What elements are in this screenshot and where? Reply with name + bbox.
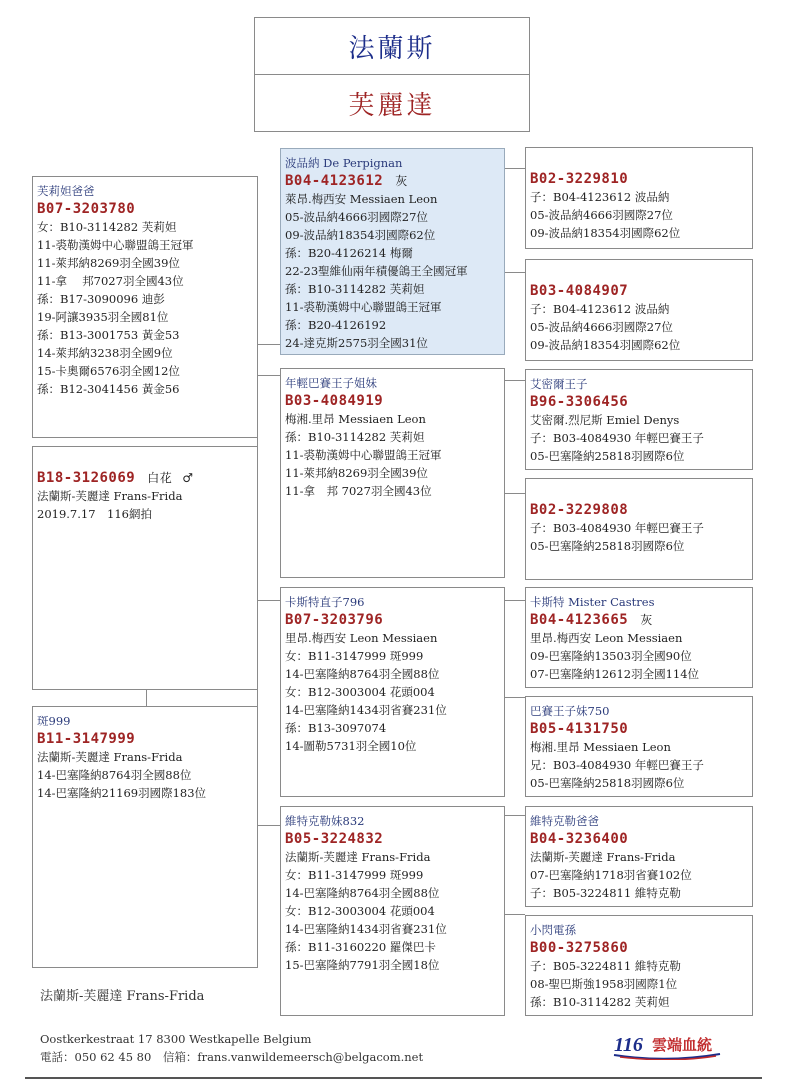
dam-card bbox=[32, 706, 258, 968]
dsd-notes bbox=[530, 738, 752, 792]
note-line: 萊昂.梅西安 Messiaen Leon bbox=[285, 192, 438, 206]
note-line: 11-萊邦納8269羽全國39位 bbox=[37, 256, 180, 270]
note-line: 14-巴塞隆納8764羽全國88位 bbox=[285, 886, 440, 900]
dsd-card bbox=[525, 696, 753, 797]
note-line: 05-波品納4666羽國際27位 bbox=[530, 208, 673, 222]
note-line: 09-波品納18354羽國際62位 bbox=[530, 226, 681, 240]
sds-ring-number: B96-3306456 bbox=[530, 394, 629, 410]
dss-label: 卡斯特 Mister Castres bbox=[530, 595, 655, 609]
ss-label: 波品納 De Perpignan bbox=[285, 156, 403, 170]
ddd-card bbox=[525, 915, 753, 1016]
title-box bbox=[254, 17, 530, 132]
note-line: 里昂.梅西安 Leon Messiaen bbox=[530, 631, 683, 645]
dam-notes bbox=[37, 748, 257, 802]
note-line: 孫：B20-4126192 bbox=[285, 318, 387, 332]
note-line: 梅湘.里昂 Messiaen Leon bbox=[530, 740, 671, 754]
ds-label: 卡斯特直子796 bbox=[285, 595, 365, 609]
sss-ring-number: B02-3229810 bbox=[530, 171, 629, 187]
note-line: 11-裘勒漢姆中心聯盟鴿王冠軍 bbox=[285, 448, 442, 462]
sds-card bbox=[525, 369, 753, 470]
note-line: 孫：B13-3097074 bbox=[285, 721, 387, 735]
note-line: 女：B12-3003004 花頭004 bbox=[285, 685, 435, 699]
ds-ring-number: B07-3203796 bbox=[285, 612, 384, 628]
sdd-notes bbox=[530, 519, 752, 555]
note-line: 11-拿 邦 7027羽全國43位 bbox=[285, 484, 432, 498]
dd-card bbox=[280, 806, 505, 1016]
note-line: 11-裘勒漢姆中心聯盟鴿王冠軍 bbox=[37, 238, 194, 252]
note-line: 子：B03-4084930 年輕巴賽王子 bbox=[530, 431, 704, 445]
note-line: 05-巴塞隆納25818羽國際6位 bbox=[530, 449, 685, 463]
sdd-card bbox=[525, 478, 753, 580]
note-line: 07-巴塞隆納1718羽省賽102位 bbox=[530, 868, 692, 882]
note-line: 梅湘.里昂 Messiaen Leon bbox=[285, 412, 426, 426]
dsd-ring-number: B05-4131750 bbox=[530, 721, 629, 737]
logo-graphic bbox=[612, 1030, 722, 1060]
note-line: 08-聖巴斯強1958羽國際1位 bbox=[530, 977, 678, 991]
connector-line bbox=[257, 825, 280, 826]
note-line: 14-巴塞隆納1434羽省賽231位 bbox=[285, 922, 447, 936]
sds-notes bbox=[530, 411, 752, 465]
connector-line bbox=[505, 272, 525, 273]
note-line: 孫：B12-3041456 黃金56 bbox=[37, 382, 180, 396]
owner-name: 法蘭斯-芙麗達 Frans-Frida bbox=[40, 989, 205, 1004]
ssd-notes bbox=[530, 300, 752, 354]
sd-ring-number: B03-4084919 bbox=[285, 393, 384, 409]
logo-number: 116 bbox=[614, 1034, 643, 1056]
sire-notes bbox=[37, 218, 257, 398]
note-line: 女：B11-3147999 斑999 bbox=[285, 868, 424, 882]
ss-card bbox=[280, 148, 505, 355]
sire-ring-number: B07-3203780 bbox=[37, 201, 136, 217]
note-line: 子：B05-3224811 維特克勒 bbox=[530, 959, 681, 973]
connector-line bbox=[505, 600, 525, 601]
note-line: 05-波品納4666羽國際27位 bbox=[530, 320, 673, 334]
sd-notes bbox=[285, 410, 504, 500]
note-line: 艾密爾.烈尼斯 Emiel Denys bbox=[530, 413, 680, 427]
note-line: 05-巴塞隆納25818羽國際6位 bbox=[530, 539, 685, 553]
sire-label: 芙莉妲爸爸 bbox=[37, 184, 95, 198]
note-line: 05-波品納4666羽國際27位 bbox=[285, 210, 428, 224]
note-line: 法蘭斯-芙麗達 Frans-Frida bbox=[285, 850, 431, 864]
ssd-ring-number: B03-4084907 bbox=[530, 283, 629, 299]
connector-line bbox=[257, 600, 280, 601]
subject-ring-line bbox=[37, 469, 257, 487]
note-line: 09-波品納18354羽國際62位 bbox=[285, 228, 436, 242]
note-line: 11-拿 邦7027羽全國43位 bbox=[37, 274, 184, 288]
connector-line bbox=[505, 168, 525, 169]
subject-color: 白花 bbox=[147, 471, 173, 485]
footer-contact: 電話：050 62 45 80 信箱：frans.vanwildemeersch@belgacom.net bbox=[40, 1050, 424, 1064]
note-line: 11-萊邦納8269羽全國39位 bbox=[285, 466, 428, 480]
note-line: 孫：B20-4126214 梅爾 bbox=[285, 246, 413, 260]
title-line-2: 芙麗達 bbox=[348, 91, 436, 121]
subject-ring-number: B18-3126069 bbox=[37, 470, 136, 486]
note-line: 07-巴塞隆納12612羽全國114位 bbox=[530, 667, 700, 681]
note-line: 19-阿讓3935羽全國81位 bbox=[37, 310, 169, 324]
note-line: 22-23聖維仙兩年積優鴿王全國冠軍 bbox=[285, 264, 468, 278]
sds-label: 艾密爾王子 bbox=[530, 377, 588, 391]
sd-card bbox=[280, 368, 505, 578]
note-line: 女：B11-3147999 斑999 bbox=[285, 649, 424, 663]
ss-notes bbox=[285, 190, 504, 352]
ddd-label: 小閃電孫 bbox=[530, 923, 576, 937]
dds-notes bbox=[530, 848, 752, 902]
logo-text: 雲端血統 bbox=[652, 1036, 713, 1054]
footer-rule bbox=[25, 1077, 762, 1079]
note-line: 孫：B10-3114282 芙莉妲 bbox=[285, 282, 425, 296]
note-line: 法蘭斯-芙麗達 Frans-Frida bbox=[37, 489, 183, 503]
note-line: 女：B12-3003004 花頭004 bbox=[285, 904, 435, 918]
connector-line bbox=[257, 344, 280, 345]
dss-ring-number: B04-4123665 bbox=[530, 612, 629, 628]
note-line: 14-巴塞隆納8764羽全國88位 bbox=[37, 768, 192, 782]
note-line: 14-圖勒5731羽全國10位 bbox=[285, 739, 417, 753]
connector-line bbox=[505, 697, 525, 698]
sss-card bbox=[525, 147, 753, 249]
note-line: 孫：B10-3114282 芙莉妲 bbox=[530, 995, 670, 1009]
ddd-ring-number: B00-3275860 bbox=[530, 940, 629, 956]
connector-line bbox=[146, 690, 147, 706]
ssd-card bbox=[525, 259, 753, 361]
note-line: 09-波品納18354羽國際62位 bbox=[530, 338, 681, 352]
note-line: 15-巴塞隆納7791羽全國18位 bbox=[285, 958, 440, 972]
ds-notes bbox=[285, 629, 504, 755]
dds-ring-number: B04-3236400 bbox=[530, 831, 629, 847]
note-line: 孫：B10-3114282 芙莉妲 bbox=[285, 430, 425, 444]
ss-ring-number: B04-4123612 bbox=[285, 173, 384, 189]
ss-ring-line bbox=[285, 172, 504, 190]
dd-notes bbox=[285, 848, 504, 974]
note-line: 子：B05-3224811 維特克勒 bbox=[530, 886, 681, 900]
logo bbox=[612, 1030, 722, 1060]
dds-card bbox=[525, 806, 753, 907]
footer-address: Oostkerkestraat 17 8300 Westkapelle Belgium bbox=[40, 1032, 312, 1046]
note-line: 法蘭斯-芙麗達 Frans-Frida bbox=[37, 750, 183, 764]
connector-line bbox=[505, 815, 525, 816]
note-line: 子：B04-4123612 波品納 bbox=[530, 190, 670, 204]
sd-label: 年輕巴賽王子姐妹 bbox=[285, 376, 377, 390]
ss-color: 灰 bbox=[395, 174, 408, 188]
note-line: 24-達克斯2575羽全國31位 bbox=[285, 336, 428, 350]
connector-line bbox=[505, 493, 525, 494]
dsd-label: 巴賽王子妹750 bbox=[530, 704, 610, 718]
note-line: 子：B03-4084930 年輕巴賽王子 bbox=[530, 521, 704, 535]
dd-ring-number: B05-3224832 bbox=[285, 831, 384, 847]
dss-ring-line bbox=[530, 611, 752, 629]
note-line: 孫：B13-3001753 黃金53 bbox=[37, 328, 180, 342]
sdd-ring-number: B02-3229808 bbox=[530, 502, 629, 518]
note-line: 2019.7.17 116網拍 bbox=[37, 507, 152, 521]
note-line: 15-卡奧爾6576羽全國12位 bbox=[37, 364, 180, 378]
sex-male-icon: ♂ bbox=[182, 471, 194, 485]
dd-label: 維特克勒妹832 bbox=[285, 814, 365, 828]
sire-card bbox=[32, 176, 258, 438]
note-line: 14-巴塞隆納8764羽全國88位 bbox=[285, 667, 440, 681]
dss-color: 灰 bbox=[640, 613, 653, 627]
connector-line bbox=[505, 380, 525, 381]
note-line: 法蘭斯-芙麗達 Frans-Frida bbox=[530, 850, 676, 864]
dam-ring-number: B11-3147999 bbox=[37, 731, 136, 747]
note-line: 子：B04-4123612 波品納 bbox=[530, 302, 670, 316]
note-line: 孫：B17-3090096 迪彭 bbox=[37, 292, 165, 306]
title-line-1: 法蘭斯 bbox=[255, 18, 529, 75]
note-line: 女：B10-3114282 芙莉妲 bbox=[37, 220, 177, 234]
dss-notes bbox=[530, 629, 752, 683]
sss-notes bbox=[530, 188, 752, 242]
subject-card bbox=[32, 446, 258, 690]
note-line: 14-巴塞隆納21169羽國際183位 bbox=[37, 786, 207, 800]
ddd-notes bbox=[530, 957, 752, 1011]
ds-card bbox=[280, 587, 505, 797]
connector-line bbox=[505, 914, 525, 915]
note-line: 05-巴塞隆納25818羽國際6位 bbox=[530, 776, 685, 790]
note-line: 14-萊邦納3238羽全國9位 bbox=[37, 346, 173, 360]
note-line: 兄：B03-4084930 年輕巴賽王子 bbox=[530, 758, 704, 772]
note-line: 里昂.梅西安 Leon Messiaen bbox=[285, 631, 438, 645]
note-line: 09-巴塞隆納13503羽全國90位 bbox=[530, 649, 692, 663]
dam-label: 斑999 bbox=[37, 714, 71, 728]
note-line: 孫：B11-3160220 羅傑巴卡 bbox=[285, 940, 436, 954]
connector-line bbox=[257, 375, 280, 376]
dss-card bbox=[525, 587, 753, 688]
subject-notes bbox=[37, 487, 257, 523]
note-line: 11-裘勒漢姆中心聯盟鴿王冠軍 bbox=[285, 300, 442, 314]
dds-label: 維特克勒爸爸 bbox=[530, 814, 599, 828]
note-line: 14-巴塞隆納1434羽省賽231位 bbox=[285, 703, 447, 717]
